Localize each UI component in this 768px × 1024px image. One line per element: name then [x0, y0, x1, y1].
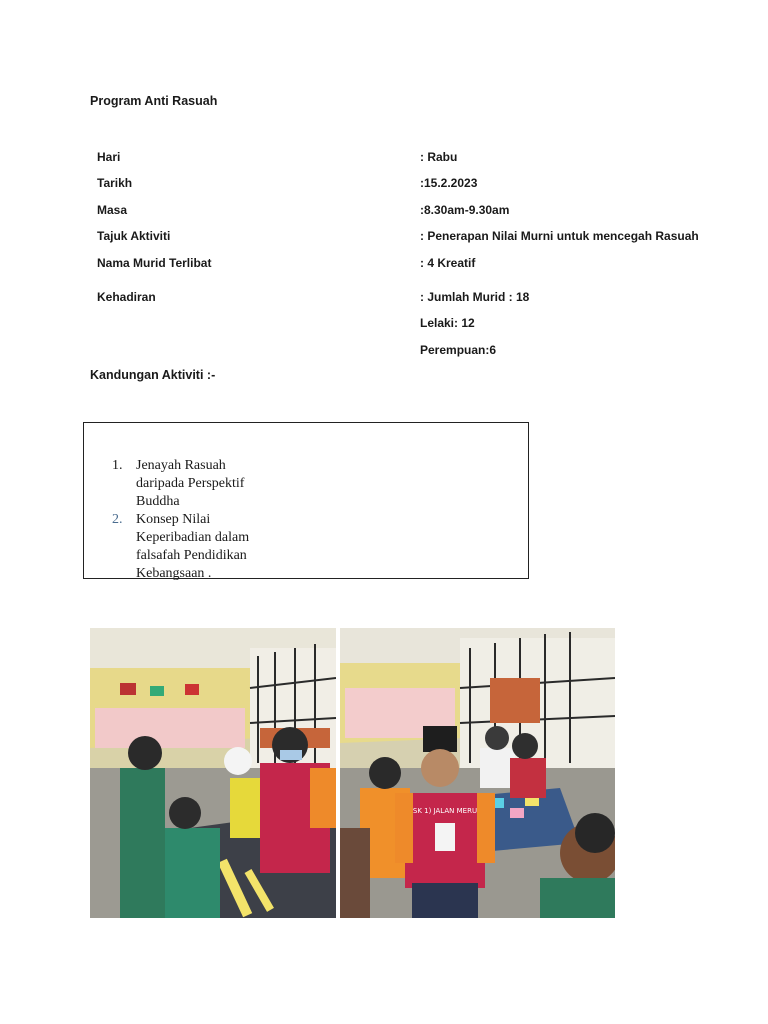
value-lelaki: Lelaki: 12	[420, 316, 475, 330]
label-tarikh: Tarikh	[97, 176, 133, 190]
label-kehadiran: Kehadiran	[97, 290, 156, 304]
value-kehadiran: : Jumlah Murid : 18	[420, 290, 530, 304]
activity-photo-1	[90, 628, 336, 918]
value-perempuan: Perempuan:6	[420, 343, 497, 357]
value-nama-murid: : 4 Kreatif	[420, 256, 476, 270]
list-item-text: Konsep Nilai Keperibadian dalam falsafah Pendidikan Kebangsaan .	[136, 512, 250, 581]
list-item	[112, 457, 266, 511]
activity-photo-2	[340, 628, 615, 918]
activity-content-box	[83, 422, 529, 579]
list-item-text: Jenayah Rasuah daripada Perspektif Buddha	[136, 458, 245, 509]
content-heading: Kandungan Aktiviti :-	[90, 368, 216, 382]
activity-list	[112, 457, 266, 583]
shirt-print-text: SK 1) JALAN MERU	[412, 807, 478, 815]
label-masa: Masa	[97, 203, 128, 217]
list-number: 2.	[112, 512, 123, 527]
list-number: 1.	[112, 458, 123, 473]
list-item	[112, 511, 266, 583]
value-hari: : Rabu	[420, 150, 458, 164]
value-tarikh: :15.2.2023	[420, 176, 478, 190]
value-tajuk-aktiviti: : Penerapan Nilai Murni untuk mencegah Rasuah	[420, 229, 699, 243]
classroom-photo-image	[90, 628, 336, 918]
students-photo-image	[340, 628, 615, 918]
value-masa: :8.30am-9.30am	[420, 203, 510, 217]
page-title: Program Anti Rasuah	[90, 94, 218, 108]
label-tajuk-aktiviti: Tajuk Aktiviti	[97, 229, 171, 243]
label-hari: Hari	[97, 150, 121, 164]
label-nama-murid: Nama Murid Terlibat	[97, 256, 212, 270]
